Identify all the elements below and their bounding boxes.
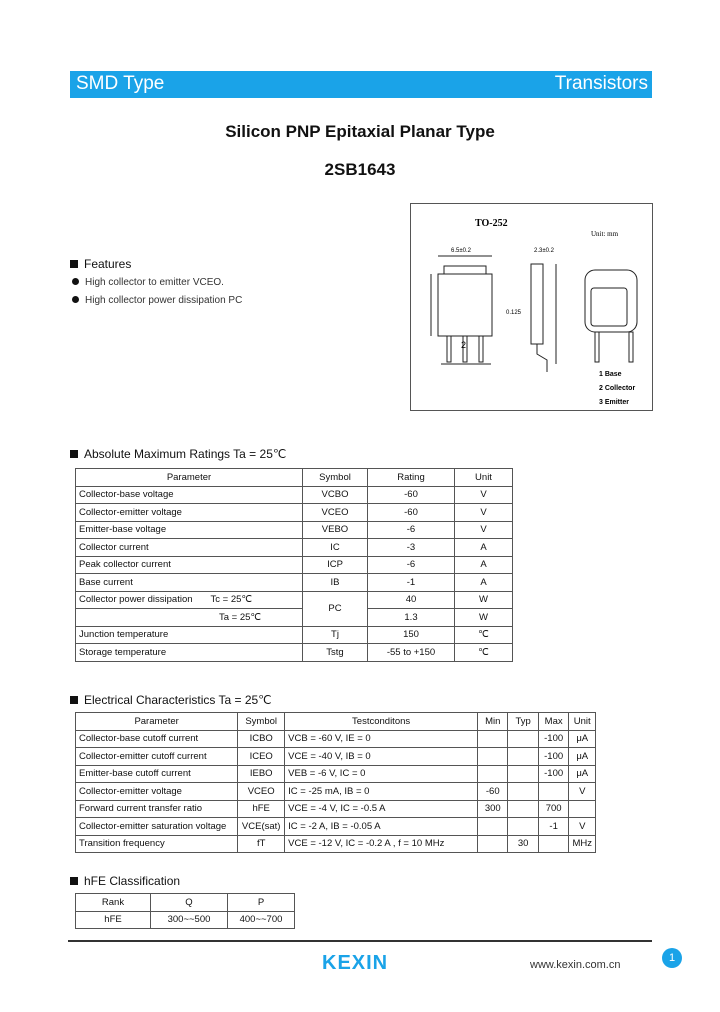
table-cell: VCBO [303, 486, 368, 504]
table-cell: VCE(sat) [238, 818, 285, 836]
table-cell: 400~~700 [228, 911, 295, 929]
pd-param: Collector power dissipation Tc = 25℃ [76, 591, 303, 609]
table-cell: VEBO [303, 521, 368, 539]
table-cell [538, 835, 569, 853]
table-cell: VEB = -6 V, IC = 0 [285, 765, 478, 783]
header-right: Transistors [554, 73, 648, 94]
table-cell: VCE = -4 V, IC = -0.5 A [285, 800, 478, 818]
table-cell: IC = -25 mA, IB = 0 [285, 783, 478, 801]
pd-unit: W [455, 609, 513, 627]
col-header: Rank [76, 894, 151, 912]
table-cell: Collector-emitter voltage [76, 783, 238, 801]
table-header-row [76, 713, 596, 731]
table-row [76, 835, 596, 853]
table-cell: ICP [303, 556, 368, 574]
table-cell [478, 730, 508, 748]
table-cell: Storage temperature [76, 644, 303, 662]
table-cell: -55 to +150 [368, 644, 455, 662]
table-cell: Emitter-base cutoff current [76, 765, 238, 783]
table-cell: Forward current transfer ratio [76, 800, 238, 818]
package-outline-figure [411, 204, 652, 410]
table-cell: fT [238, 835, 285, 853]
table-cell [508, 730, 538, 748]
col-header: Symbol [303, 469, 368, 487]
table-row [76, 521, 513, 539]
table-cell: -1 [368, 574, 455, 592]
col-header: Symbol [238, 713, 285, 731]
table-cell: -3 [368, 539, 455, 557]
table-cell: VCEO [303, 504, 368, 522]
table-row [76, 556, 513, 574]
table-cell: IC = -2 A, IB = -0.05 A [285, 818, 478, 836]
table-cell: Transition frequency [76, 835, 238, 853]
col-header: Q [151, 894, 228, 912]
svg-text:2.3±0.2: 2.3±0.2 [534, 248, 554, 254]
col-header: Typ [508, 713, 538, 731]
table-cell: hFE [238, 800, 285, 818]
header-banner [70, 71, 652, 98]
feature-item: High collector power dissipation PC [72, 295, 242, 306]
table-cell: -6 [368, 521, 455, 539]
table-cell [478, 818, 508, 836]
table-cell: Base current [76, 574, 303, 592]
pin-2: 2 Collector [599, 385, 636, 392]
table-cell: Collector-emitter saturation voltage [76, 818, 238, 836]
table-row [76, 504, 513, 522]
right-view [585, 270, 637, 362]
abs-max-table [75, 468, 513, 662]
col-header: Unit [569, 713, 596, 731]
table-cell [478, 835, 508, 853]
bullet-dot-icon [72, 278, 79, 285]
table-cell: -100 [538, 748, 569, 766]
package-unit: Unit: mm [591, 230, 619, 238]
table-row [76, 486, 513, 504]
col-header: Min [478, 713, 508, 731]
table-row [76, 818, 596, 836]
col-header: Parameter [76, 713, 238, 731]
package-name: TO-252 [475, 218, 508, 229]
table-cell: VCE = -12 V, IC = -0.2 A , f = 10 MHz [285, 835, 478, 853]
table-cell [478, 748, 508, 766]
table-row [76, 644, 513, 662]
table-cell [508, 783, 538, 801]
pin-2-label: 2 [461, 340, 467, 350]
abs-max-heading: Absolute Maximum Ratings Ta = 25℃ [70, 447, 286, 461]
feature-item: High collector to emitter VCEO. [72, 277, 224, 288]
svg-text:0.125: 0.125 [506, 310, 522, 316]
table-cell [508, 748, 538, 766]
table-cell: ℃ [455, 626, 513, 644]
table-cell: IC [303, 539, 368, 557]
table-cell: V [569, 818, 596, 836]
col-header: Unit [455, 469, 513, 487]
table-cell: -60 [478, 783, 508, 801]
col-header: Testconditons [285, 713, 478, 731]
table-cell: V [455, 504, 513, 522]
bullet-square-icon [70, 260, 78, 268]
table-cell: -1 [538, 818, 569, 836]
features-heading: Features [70, 257, 131, 271]
pd-rating: 40 [368, 591, 455, 609]
table-cell [538, 783, 569, 801]
table-cell: μA [569, 765, 596, 783]
table-cell: ICBO [238, 730, 285, 748]
page-number: 1 [662, 948, 682, 968]
table-row [76, 730, 596, 748]
table-cell: -100 [538, 730, 569, 748]
table-cell: 300~~500 [151, 911, 228, 929]
table-cell: VCEO [238, 783, 285, 801]
svg-text:6.5±0.2: 6.5±0.2 [451, 248, 471, 254]
table-cell: IB [303, 574, 368, 592]
table-cell: V [569, 783, 596, 801]
table-cell: hFE [76, 911, 151, 929]
table-cell [508, 765, 538, 783]
table-row [76, 574, 513, 592]
pd-cond: Ta = 25℃ [76, 609, 303, 627]
pd-rating: 1.3 [368, 609, 455, 627]
part-number: 2SB1643 [324, 160, 396, 179]
table-cell: A [455, 574, 513, 592]
table-cell: ℃ [455, 644, 513, 662]
table-cell: Tstg [303, 644, 368, 662]
bullet-square-icon [70, 877, 78, 885]
table-cell: MHz [569, 835, 596, 853]
table-row [76, 591, 513, 609]
table-row [76, 765, 596, 783]
page-title: Silicon PNP Epitaxial Planar Type [225, 122, 495, 141]
table-cell: 150 [368, 626, 455, 644]
table-cell [508, 818, 538, 836]
table-cell: V [455, 486, 513, 504]
pd-symbol: PC [303, 591, 368, 626]
table-row [76, 539, 513, 557]
table-header-row [76, 469, 513, 487]
footer-url[interactable]: www.kexin.com.cn [530, 959, 621, 971]
table-cell: VCE = -40 V, IB = 0 [285, 748, 478, 766]
table-cell: Collector-emitter cutoff current [76, 748, 238, 766]
col-header: Parameter [76, 469, 303, 487]
table-cell: Emitter-base voltage [76, 521, 303, 539]
header-left: SMD Type [76, 73, 165, 94]
bullet-square-icon [70, 450, 78, 458]
pin-1: 1 Base [599, 371, 622, 378]
footer-divider [68, 940, 652, 942]
table-cell: Tj [303, 626, 368, 644]
table-cell: ICEO [238, 748, 285, 766]
hfe-heading: hFE Classification [70, 874, 180, 888]
table-cell: A [455, 539, 513, 557]
pin-3: 3 Emitter [599, 399, 629, 406]
col-header: Max [538, 713, 569, 731]
table-cell: -100 [538, 765, 569, 783]
table-row [76, 609, 513, 627]
table-cell: A [455, 556, 513, 574]
table-cell: -60 [368, 486, 455, 504]
col-header: Rating [368, 469, 455, 487]
table-cell [508, 800, 538, 818]
table-cell: Collector-emitter voltage [76, 504, 303, 522]
bullet-dot-icon [72, 296, 79, 303]
side-view [531, 264, 556, 372]
table-cell: Collector-base cutoff current [76, 730, 238, 748]
table-header-row [76, 894, 295, 912]
table-cell: 300 [478, 800, 508, 818]
table-row [76, 748, 596, 766]
table-cell: Peak collector current [76, 556, 303, 574]
table-cell: IEBO [238, 765, 285, 783]
table-cell: V [455, 521, 513, 539]
table-cell: Collector-base voltage [76, 486, 303, 504]
table-cell: Collector current [76, 539, 303, 557]
table-cell: μA [569, 730, 596, 748]
table-cell: -6 [368, 556, 455, 574]
table-cell: 30 [508, 835, 538, 853]
table-row [76, 800, 596, 818]
package-drawing [410, 203, 653, 411]
table-cell [569, 800, 596, 818]
table-row [76, 626, 513, 644]
elec-heading: Electrical Characteristics Ta = 25℃ [70, 693, 272, 707]
bullet-square-icon [70, 696, 78, 704]
table-cell [478, 765, 508, 783]
table-cell: VCB = -60 V, IE = 0 [285, 730, 478, 748]
table-cell: 700 [538, 800, 569, 818]
col-header: P [228, 894, 295, 912]
kexin-logo: KEXIN [322, 952, 389, 974]
table-cell: -60 [368, 504, 455, 522]
table-row [76, 783, 596, 801]
table-row [76, 911, 295, 929]
elec-table [75, 712, 596, 853]
table-cell: Junction temperature [76, 626, 303, 644]
table-cell: μA [569, 748, 596, 766]
pd-unit: W [455, 591, 513, 609]
hfe-table [75, 893, 295, 929]
